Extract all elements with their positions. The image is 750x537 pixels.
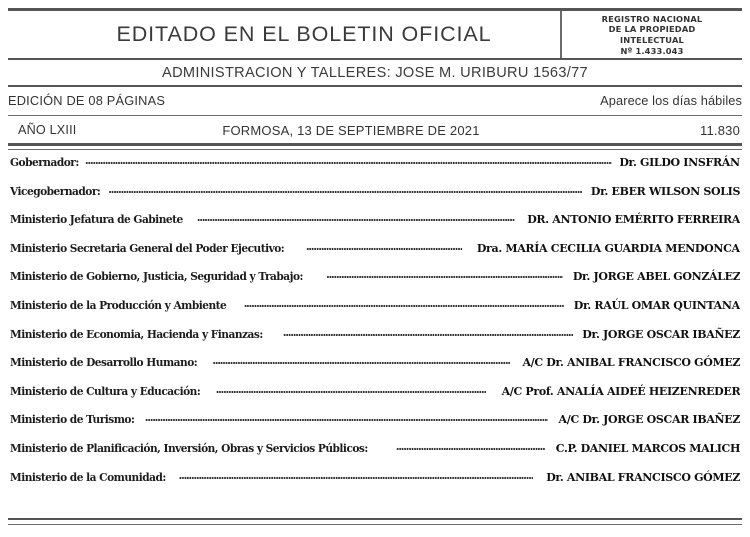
official-name: DR. ANTONIO EMÉRITO FERREIRA (527, 212, 740, 227)
official-name: Dr. RAÚL OMAR QUINTANA (573, 297, 740, 312)
leader-dots (326, 267, 563, 280)
address-text: ADMINISTRACION Y TALLERES: JOSE M. URIBURU 1563/77 (162, 65, 588, 81)
office-title: Ministerio Secretaria General del Poder Ejecutivo: (10, 240, 285, 255)
official-row (10, 410, 740, 439)
leader-dots (216, 382, 486, 395)
registry-block (560, 11, 742, 58)
official-row (10, 325, 740, 354)
page-title: EDITADO EN EL BOLETIN OFICIAL (116, 22, 492, 46)
official-row (10, 296, 740, 325)
office-title: Gobernador: (10, 155, 79, 169)
rule-under-edition (8, 115, 742, 116)
leader-dots (244, 296, 565, 309)
registry-number: Nº 1.433.043 (620, 45, 684, 56)
office-title: Ministerio Jefatura de Gabinete (10, 212, 183, 227)
rule-under-masthead (8, 58, 742, 60)
office-title: Ministerio de Desarrollo Humano: (10, 355, 198, 370)
official-name: A/C Prof. ANALÍA AIDEÉ HEIZENREDER (501, 383, 740, 398)
leader-dots (212, 353, 510, 366)
place-date-text: FORMOSA, 13 DE SEPTIEMBRE DE 2021 (222, 122, 480, 138)
issue-number-text: 11.830 (700, 122, 740, 138)
official-row (10, 382, 740, 411)
official-name: Dr. JORGE OSCAR IBAÑEZ (582, 326, 740, 341)
leader-dots (108, 182, 582, 195)
rule-bottom-thick (8, 518, 742, 520)
official-name: Dr. GILDO INSFRÁN (619, 155, 740, 169)
office-title: Ministerio de la Producción y Ambiente (10, 297, 227, 312)
leader-dots (85, 153, 612, 166)
official-name: Dr. ANIBAL FRANCISCO GÓMEZ (546, 469, 740, 484)
official-name: Dra. MARÍA CECILIA GUARDIA MENDONCA (477, 240, 740, 255)
leader-dots (396, 439, 545, 452)
leader-dots (283, 325, 573, 338)
official-name: A/C Dr. ANIBAL FRANCISCO GÓMEZ (522, 355, 740, 370)
official-row (10, 239, 740, 268)
rule-above-officials-thin (8, 149, 742, 150)
leader-dots (197, 210, 515, 223)
registry-line-1: REGISTRO NACIONAL (601, 13, 703, 24)
date-band (8, 119, 742, 141)
official-row (10, 182, 740, 211)
registry-line-2: DE LA PROPIEDAD (608, 24, 696, 35)
rule-above-officials-thick (8, 143, 742, 146)
edition-pages-text: EDICIÓN DE 08 PÁGINAS (8, 92, 166, 108)
year-text: AÑO LXIII (18, 123, 77, 137)
official-name: Dr. EBER WILSON SOLIS (590, 183, 740, 198)
rule-bottom-thin (8, 524, 742, 525)
official-row (10, 153, 740, 182)
address-band (8, 62, 742, 84)
leader-dots (145, 410, 548, 423)
office-title: Ministerio de Turismo: (10, 412, 135, 427)
official-name: Dr. JORGE ABEL GONZÁLEZ (572, 269, 740, 284)
official-name: C.P. DANIEL MARCOS MALICH (555, 440, 740, 455)
official-row (10, 267, 740, 296)
office-title: Ministerio de Cultura y Educación: (10, 383, 201, 398)
official-row (10, 439, 740, 468)
official-name: A/C Dr. JORGE OSCAR IBAÑEZ (558, 412, 740, 427)
official-row (10, 353, 740, 382)
official-row (10, 468, 740, 497)
masthead-title-cell (8, 11, 560, 58)
office-title: Ministerio de Planificación, Inversión, Obras y Servicios Públicos: (10, 440, 368, 455)
leader-dots (178, 468, 532, 481)
office-title: Ministerio de la Comunidad: (10, 469, 166, 484)
office-title: Ministerio de Economia, Hacienda y Finanzas: (10, 326, 263, 341)
office-title: Vicegobernador: (10, 183, 101, 198)
office-title: Ministerio de Gobierno, Justicia, Seguridad y Trabajo: (10, 269, 303, 284)
officials-list (10, 153, 740, 496)
registry-line-3: INTELECTUAL (620, 35, 684, 45)
leader-dots (306, 239, 462, 252)
rule-under-address (8, 85, 742, 87)
official-row (10, 210, 740, 239)
masthead (8, 11, 742, 58)
publication-frequency-text: Aparece los días hábiles (600, 92, 742, 108)
edition-band (8, 89, 742, 111)
